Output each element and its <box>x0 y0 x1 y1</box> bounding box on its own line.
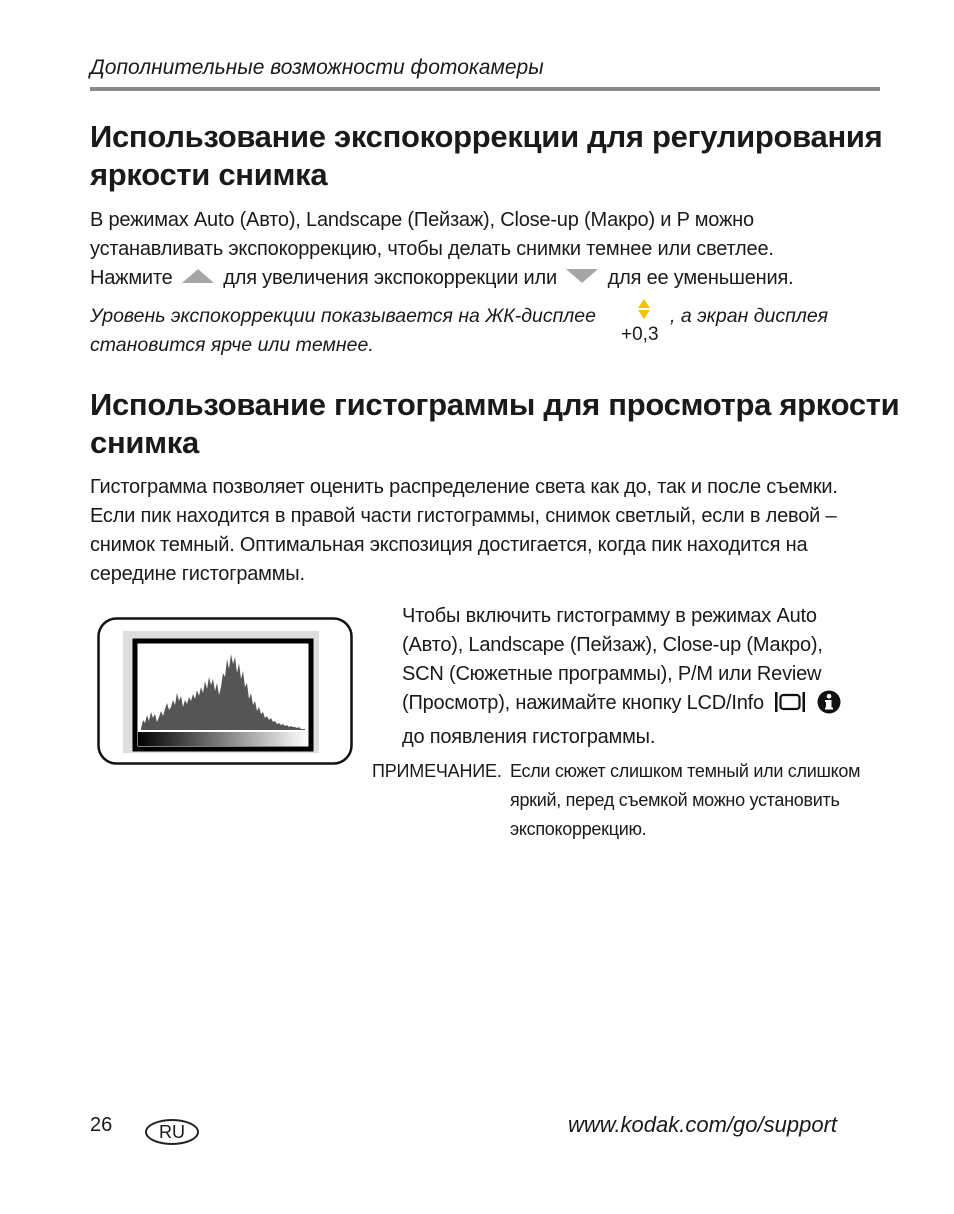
up-triangle-icon <box>182 269 214 283</box>
ev-value: +0,3 <box>621 324 659 345</box>
note-line3: экспокоррекцию. <box>510 819 647 839</box>
section1-italic-line1: Уровень экспокоррекции показывается на ЖК-дисплее <box>90 305 596 327</box>
note-text <box>510 757 860 844</box>
lcd-screen-icon <box>773 691 807 722</box>
section1-para-line2: устанавливать экспокоррекцию, чтобы делать снимки темнее или светлее. <box>90 238 774 260</box>
section2-para-line3: снимок темный. Оптимальная экспозиция достигается, когда пик находится на <box>90 534 808 556</box>
section2-heading <box>90 386 899 462</box>
language-badge: RU <box>145 1119 199 1145</box>
section2-para-line4: середине гистограммы. <box>90 563 305 585</box>
section1-heading-line2: яркости снимка <box>90 157 328 192</box>
section1-paragraph <box>90 206 794 293</box>
section2-heading-line1: Использование гистограммы для просмотра яркости <box>90 387 900 422</box>
side-line3: SCN (Сюжетные программы), P/M или Review <box>402 663 822 685</box>
support-url[interactable]: www.kodak.com/go/support <box>568 1112 838 1137</box>
section2-heading-line2: снимка <box>90 425 199 460</box>
note-line2: яркий, перед съемкой можно установить <box>510 790 840 810</box>
section1-heading-line1: Использование экспокоррекции для регулирования <box>90 119 883 154</box>
side-line1: Чтобы включить гистограмму в режимах Auto <box>402 605 817 627</box>
down-triangle-icon <box>566 269 598 283</box>
side-line5: до появления гистограммы. <box>402 726 656 748</box>
section1-para-line3: Нажмите для увеличения экспокоррекции или для ее уменьшения. <box>90 267 794 289</box>
running-header: Дополнительные возможности фотокамеры <box>90 56 544 79</box>
histogram-illustration <box>97 617 353 765</box>
info-icon <box>817 690 841 723</box>
section1-para-line1: В режимах Auto (Авто), Landscape (Пейзаж), Close-up (Макро) и P можно <box>90 209 754 231</box>
note-label: ПРИМЕЧАНИЕ. <box>372 761 502 781</box>
section2-para-line2: Если пик находится в правой части гистограммы, снимок светлый, если в левой – <box>90 505 837 527</box>
side-line4: (Просмотр), нажимайте кнопку LCD/Info <box>402 689 841 723</box>
note-line1: Если сюжет слишком темный или слишком <box>510 761 861 781</box>
page-number: 26 <box>90 1114 113 1136</box>
section2-para-line1: Гистограмма позволяет оценить распределение света как до, так и после съемки. <box>90 476 838 498</box>
section1-heading <box>90 118 882 194</box>
section1-italic-line2: становится ярче или темнее. <box>90 334 374 356</box>
section1-italic-line1-end: , а экран дисплея <box>670 305 829 327</box>
exposure-arrows-icon <box>630 298 658 320</box>
side-line2: (Авто), Landscape (Пейзаж), Close-up (Макро), <box>402 634 823 656</box>
histogram-instructions <box>402 602 841 752</box>
header-rule <box>90 87 880 91</box>
section2-paragraph <box>90 473 838 589</box>
